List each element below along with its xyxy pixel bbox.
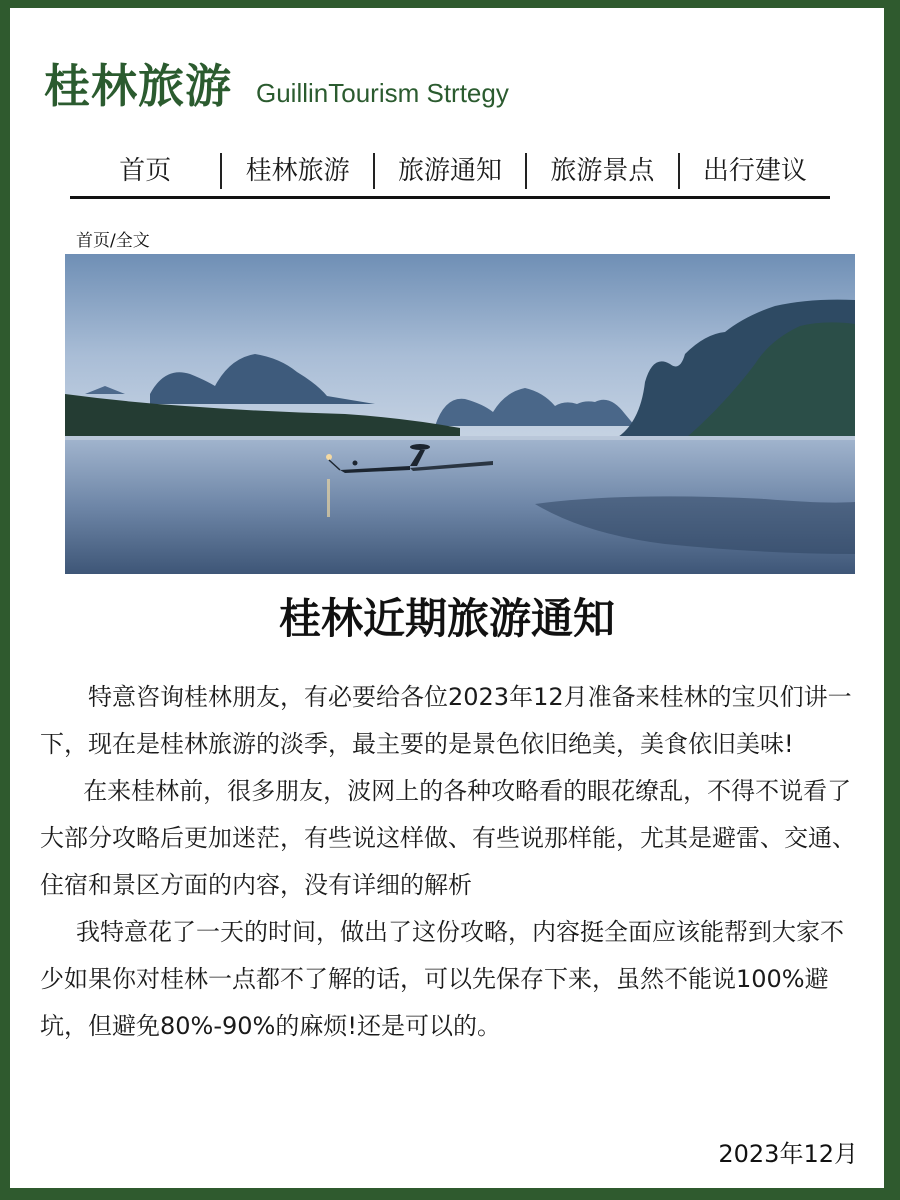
nav-item-guilin-tourism[interactable]: 桂林旅游 — [222, 153, 374, 189]
nav-item-home[interactable]: 首页 — [70, 153, 222, 189]
article-body — [40, 674, 860, 1050]
article-paragraph: 特意咨询桂林朋友，有必要给各位2023年12月准备来桂林的宝贝们讲一下，现在是桂林旅游的淡季，最主要的是景色依旧绝美，美食依旧美味! — [40, 683, 852, 758]
article-title: 桂林近期旅游通知 — [278, 594, 615, 643]
publish-date: 2023年12月 — [718, 1140, 858, 1168]
banner-image — [65, 254, 855, 574]
site-title: 桂林旅游 — [44, 59, 232, 113]
article-paragraph: 在来桂林前，很多朋友，波网上的各种攻略看的眼花缭乱，不得不说看了大部分攻略后更加迷茫，有些说这样做、有些说那样能，尤其是避雷、交通、住宿和景区方面的内容，没有详细的解析 — [40, 777, 856, 899]
breadcrumb[interactable]: 首页/全文 — [76, 231, 150, 251]
article-paragraph: 我特意花了一天的时间，做出了这份攻略，内容挺全面应该能帮到大家不少如果你对桂林一点都不了解的话，可以先保存下来，虽然不能说100%避坑，但避免80%-90%的麻烦!还是可以的。 — [40, 918, 844, 1040]
nav-item-scenic-spots[interactable]: 旅游景点 — [527, 153, 679, 189]
main-nav — [70, 146, 830, 199]
site-subtitle: GuillinTourism Strtegy — [256, 78, 509, 108]
page-frame — [10, 8, 884, 1188]
nav-item-travel-advice[interactable]: 出行建议 — [702, 156, 807, 186]
site-header — [44, 50, 509, 116]
nav-item-travel-notice[interactable]: 旅游通知 — [375, 153, 527, 189]
